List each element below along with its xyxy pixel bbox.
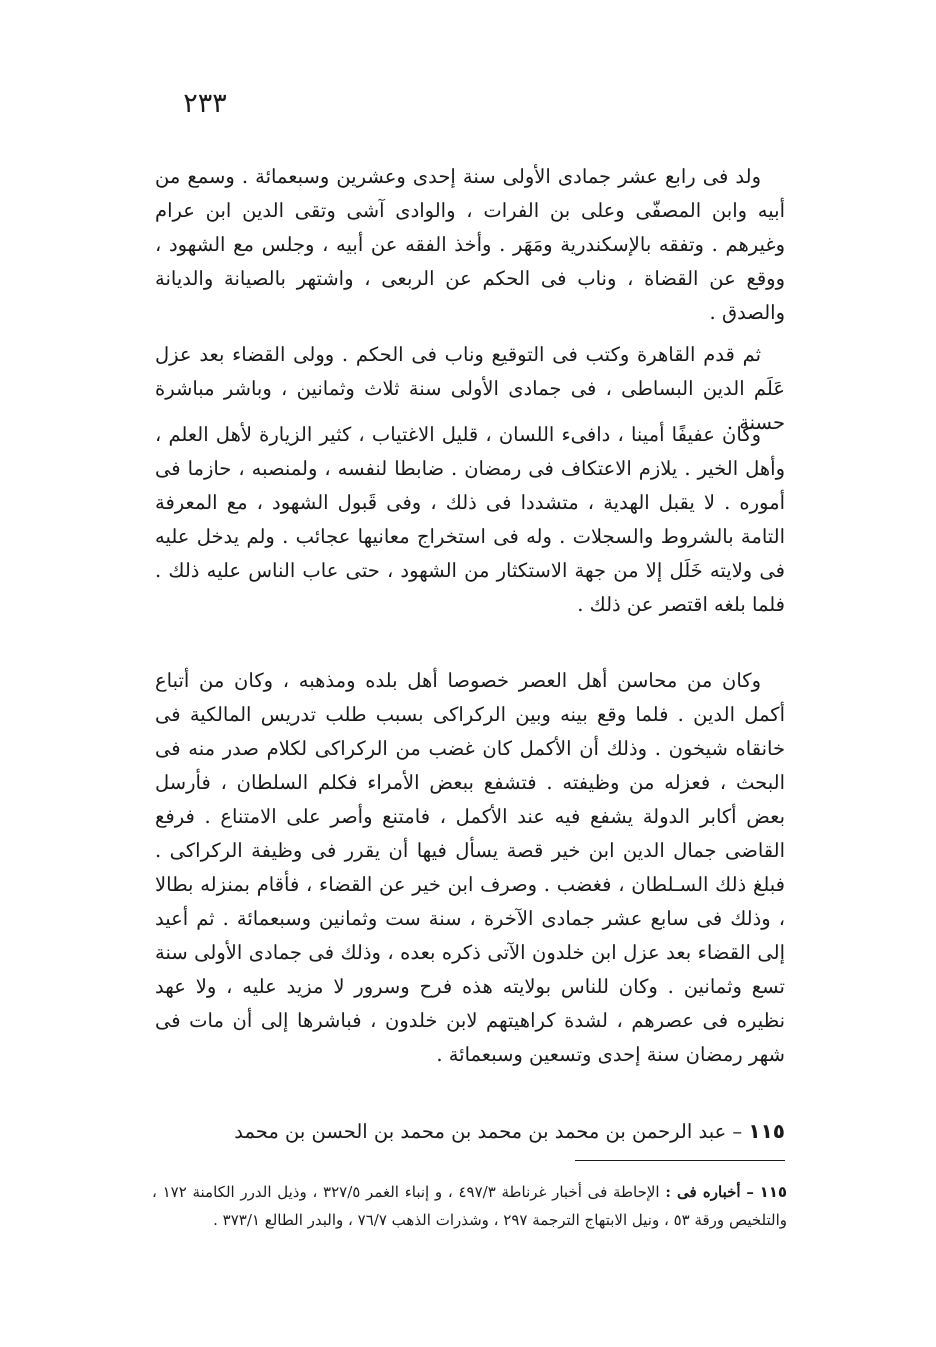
footnote [152, 1178, 787, 1234]
footnote-dash: – [746, 1183, 754, 1201]
paragraph-birth-and-studies: ولد فى رابع عشر جمادى الأولى سنة إحدى وعشرين وسبعمائة . وسمع من أبيه وابن المصفّى وعلى بن الفرات ، والوادى آشى وتقى الدين ابن عرام وغيرهم . وتفقه بالإسكندرية ومَهَر . وأخذ الفقه عن أبيه ، وجلس مع الشهود ، ووقع عن القضاة ، وناب فى الحكم عن الربعى ، واشتهر بالصيانة والديانة والصدق . [155, 165, 785, 324]
footnote-divider [575, 1160, 785, 1161]
entry-dash: – [732, 1120, 743, 1143]
main-text [155, 160, 785, 1157]
paragraph-cairo-judgeship: ثم قدم القاهرة وكتب فى التوقيع وناب فى الحكم . وولى القضاء بعد عزل عَلَم الدين البساطى ، فى جمادى الأولى سنة ثلاث وثمانين ، وباشر مباشرة حسنة . [155, 343, 785, 434]
footnote-number: ١١٥ [759, 1183, 788, 1201]
entry-115-heading [155, 1114, 785, 1149]
paragraph-character: وكان عفيفًا أمينا ، دافىء اللسان ، قليل الاغتياب ، كثير الزيارة لأهل العلم ، وأهل الخير . يلازم الاعتكاف فى رمضان . ضابطا لنفسه ، ولمنصبه ، حازما فى أموره . لا يقبل الهدية ، متشددا فى ذلك ، وفى قَبول الشهود ، مع المعرفة التامة بالشروط والسجلات . وله فى استخراج معانيها عجائب . ولم يدخل عليه فى ولايته خَلَل إلا من جهة الاستكثار من الشهود ، حتى عاب الناس عليه ذلك . فلما بلغه اقتصر عن ذلك . [155, 423, 785, 616]
paragraph-dismissal-and-reinstatement: وكان من محاسن أهل العصر خصوصا أهل بلده ومذهبه ، وكان من أتباع أكمل الدين . فلما وقع بينه وبين الركراكى بسبب طلب تدريس المالكية فى خانقاه شيخون . وذلك أن الأكمل كان غضب من الركراكى لكلام صدر منه فى البحث ، فعزله من وظيفته . فتشفع ببعض الأمراء فكلم السلطان ، فأرسل بعض أكابر الدولة يشفع فيه عند الأكمل ، فامتنع وأصر على الامتناع . فرفع القاضى جمال الدين ابن خير قصة يسأل فيها أن يقرر فى وظيفة الركراكى . فبلغ ذلك السـلطان ، فغضب . وصرف ابن خير عن القضاء ، فأقام بمنزله بطالا ، وذلك فى سابع عشر جمادى الآخرة ، سنة ست وثمانين وسبعمائة . ثم أعيد إلى القضاء بعد عزل ابن خلدون الآتى ذكره بعده ، وذلك فى جمادى الأولى سنة تسع وثمانين . وكان للناس بولايته هذه فرح وسرور لا مزيد عليه ، ولا عهد نظيره فى عصرهم ، لشدة كراهيتهم لابن خلدون ، فباشرها إلى أن مات فى شهر رمضان سنة إحدى وتسعين وسبعمائة . [155, 669, 785, 1066]
page-number: ٢٣٣ [183, 88, 227, 119]
footnote-sources: الإحاطة فى أخبار غرناطة ٤٩٧/٣ ، و إنباء الغمر ٣٢٧/٥ ، وذيل الدرر الكامنة ١٧٢ ، والتلخيص ورقة ٥٣ ، ونيل الابتهاج الترجمة ٢٩٧ ، وشذرات الذهب ٧٦/٧ ، والبدر الطالع ٣٧٣/١ . [152, 1183, 787, 1229]
footnote-heading: أخباره فى : [665, 1183, 741, 1201]
entry-number: ١١٥ [748, 1119, 785, 1143]
entry-name: عبد الرحمن بن محمد بن محمد بن محمد بن الحسن بن محمد [234, 1120, 727, 1143]
